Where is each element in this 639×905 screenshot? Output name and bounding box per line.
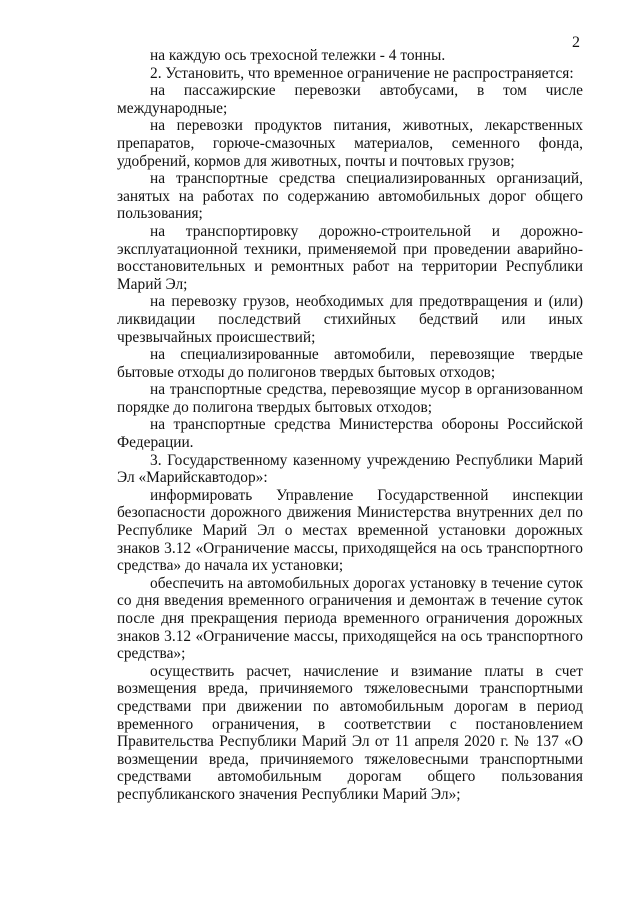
paragraph: на транспортные средства, перевозящие мусор в организованном порядке до полигона твердых бытовых отходов;	[117, 381, 583, 416]
paragraph: 2. Установить, что временное ограничение не распространяется:	[150, 64, 574, 82]
paragraph: на транспортировку дорожно-строительной и дорожно-эксплуатационной техники, применяемой при проведении аварийно-восстановительных и ремонтных работ на территории Республики Марий Эл;	[117, 222, 583, 293]
paragraph: на каждую ось трехосной тележки - 4 тонны.	[150, 47, 446, 64]
paragraph: на перевозку грузов, необходимых для предотвращения и (или) ликвидации последствий стихийных бедствий или иных чрезвычайных происшествий;	[117, 293, 583, 346]
paragraph: на транспортные средства Министерства обороны Российской Федерации.	[117, 416, 583, 452]
paragraph: на перевозки продуктов питания, животных, лекарственных препаратов, горюче-смазочных материалов, семенного фонда, удобрений, кормов для животных, почты и почтовых грузов;	[117, 117, 583, 170]
document-body	[117, 47, 583, 804]
paragraph: на транспортные средства специализированных организаций, занятых на работах по содержанию автомобильных дорог общего пользования;	[117, 170, 583, 223]
paragraph: информировать Управление Государственной инспекции безопасности дорожного движения Министерства внутренних дел по Республике Марий Эл о местах временной установки дорожных знаков 3.12 «Ограничение массы, приходящейся на ось транспортного средства» до начала их установки;	[117, 486, 583, 575]
paragraph: на специализированные автомобили, перевозящие твердые бытовые отходы до полигонов твердых бытовых отходов;	[117, 346, 583, 381]
paragraph: 3. Государственному казенному учреждению Республики Марий Эл «Марийскавтодор»:	[117, 451, 583, 487]
page-number: 2	[572, 34, 580, 51]
paragraph: осуществить расчет, начисление и взимание платы в счет возмещения вреда, причиняемого тяжеловесными транспортными средствами при движении по автомобильным дорогам в период временного ограничения, в соответствии с постановлением Правительства Республики Марий Эл от 11 апреля 2020 г. № 137 «О возмещении вреда, причиняемого тяжеловесными транспортными средствами автомобильным дорогам общего пользования республиканского значения Республики Марий Эл»;	[117, 662, 583, 803]
paragraph: на пассажирские перевозки автобусами, в том числе международные;	[117, 82, 583, 117]
paragraph: обеспечить на автомобильных дорогах установку в течение суток со дня введения временного ограничения и демонтаж в течение суток после дня прекращения периода временного ограничения дорожных знаков 3.12 «Ограничение массы, приходящейся на ось транспортного средства»;	[117, 574, 583, 663]
